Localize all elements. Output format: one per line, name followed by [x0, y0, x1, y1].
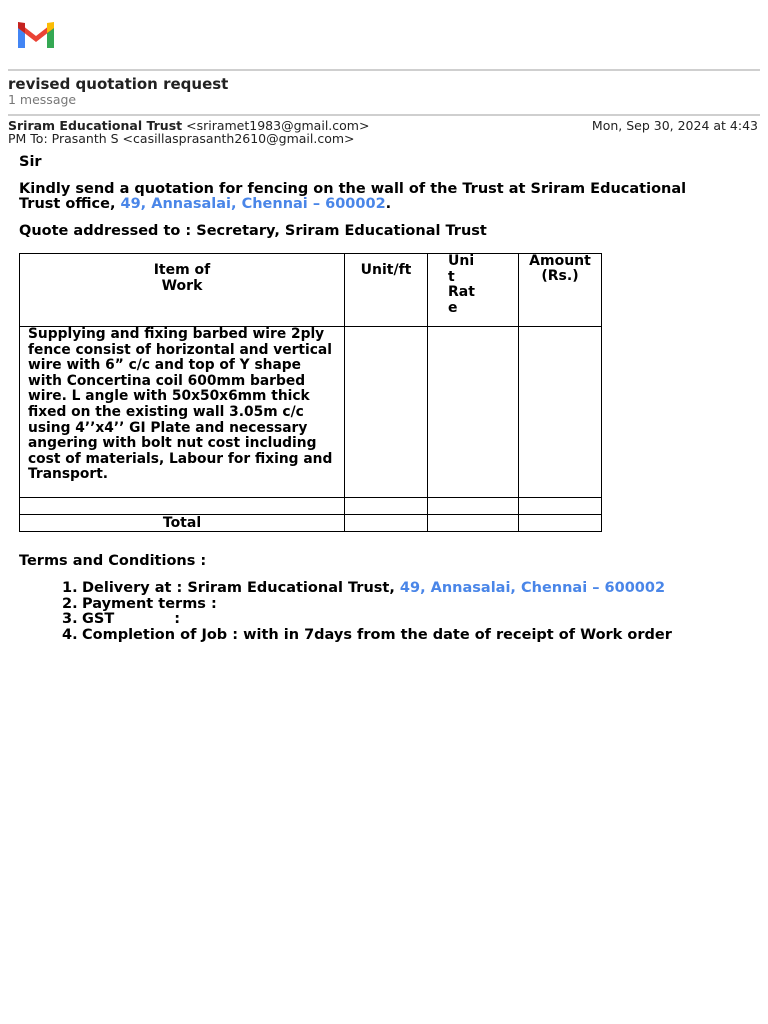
message-date: Mon, Sep 30, 2024 at 4:43: [591, 118, 758, 133]
header-item-of-work: Item of Work: [20, 254, 345, 327]
term-text: Delivery at : Sriram Educational Trust,: [82, 580, 400, 596]
amount-cell: [519, 327, 602, 498]
address-link[interactable]: 49, Annasalai, Chennai – 600002: [120, 196, 386, 212]
recipient-line: PM To: Prasanth S <casillasprasanth2610@gmail.com>: [8, 131, 355, 146]
list-item: [62, 612, 672, 628]
item-description: Supplying and fixing barbed wire 2ply fence consist of horizontal and vertical wire with 6” c/c and top of Y shape with Concertina coil 600mm barbed wire. L angle with 50x50x6mm thick fixed on the existing wall 3.05m c/c using 4’’x4’’ GI Plate and necessary angering with bolt nut cost including cost of materials, Labour for fixing and Transport.: [20, 327, 345, 498]
salutation: Sir: [19, 154, 42, 170]
term-suffix: :: [174, 611, 181, 627]
term-text: Payment terms :: [82, 595, 217, 612]
term-text: GST: [82, 611, 115, 627]
header-amount: Amount (Rs.): [519, 254, 602, 327]
email-body: [19, 155, 719, 239]
sender-email[interactable]: <sriramet1983@gmail.com>: [186, 118, 370, 133]
unit-cell: [345, 327, 428, 498]
total-amount-cell: [519, 515, 602, 532]
list-item: [62, 597, 672, 613]
total-unit-cell: [345, 515, 428, 532]
addressed-to: Quote addressed to : Secretary, Sriram Educational Trust: [19, 222, 487, 239]
total-row: [20, 515, 602, 532]
term-number: 1.: [62, 580, 78, 596]
quotation-table: [19, 253, 602, 532]
email-subject: revised quotation request: [8, 75, 229, 93]
blank-cell: [428, 498, 519, 515]
term-number: 4.: [62, 626, 78, 643]
delivery-address-link[interactable]: 49, Annasalai, Chennai – 600002: [399, 580, 666, 596]
list-item: [62, 581, 672, 597]
term-number: 2.: [62, 595, 78, 612]
terms-list: [62, 581, 672, 643]
message-count: 1 message: [8, 92, 77, 107]
request-end: .: [385, 196, 392, 212]
total-label: Total: [20, 515, 345, 532]
gmail-logo[interactable]: [8, 6, 64, 62]
gmail-icon: [8, 6, 64, 62]
request-text: Kindly send a quotation for fencing on the wall of the Trust at Sriram Educational Trust office,: [19, 180, 687, 212]
total-rate-cell: [428, 515, 519, 532]
table-header-row: [20, 254, 602, 327]
header-divider: [8, 69, 760, 71]
sender-name[interactable]: Sriram Educational Trust: [8, 118, 183, 133]
header-unit: Unit/ft: [345, 254, 428, 327]
blank-cell: [345, 498, 428, 515]
subject-divider: [8, 114, 760, 116]
request-paragraph: [19, 182, 719, 213]
blank-cell: [519, 498, 602, 515]
rate-cell: [428, 327, 519, 498]
term-text: Completion of Job : with in 7days from the date of receipt of Work order: [82, 626, 672, 643]
term-number: 3.: [62, 611, 78, 627]
blank-cell: [20, 498, 345, 515]
header-unit-rate: Uni t Rat e: [428, 254, 519, 327]
terms-heading: Terms and Conditions :: [19, 553, 207, 569]
table-row: [20, 498, 602, 515]
list-item: [62, 628, 672, 644]
table-row: [20, 327, 602, 498]
